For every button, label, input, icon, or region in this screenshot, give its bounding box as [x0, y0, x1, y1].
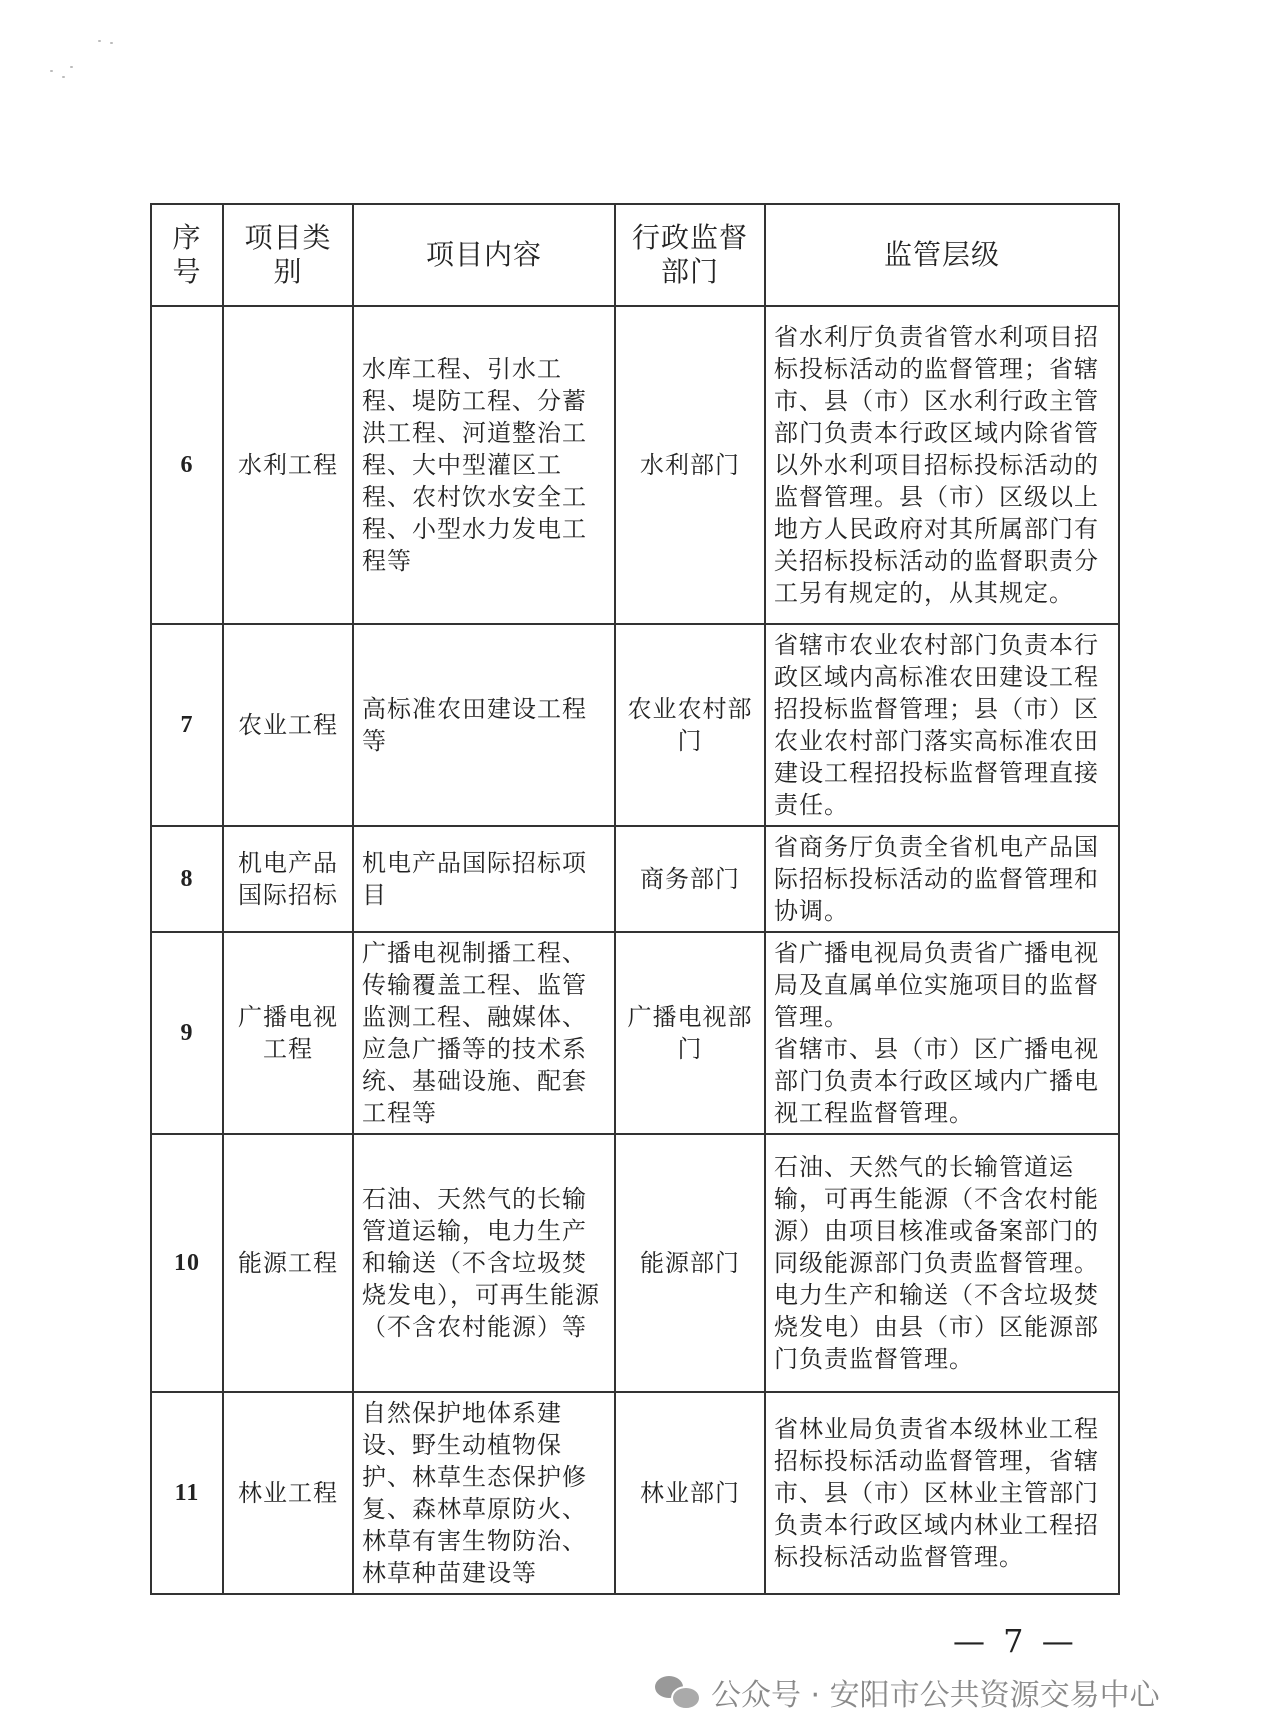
- row-seq: 9: [151, 932, 223, 1134]
- table-row: [151, 1392, 1119, 1594]
- wechat-footer: [655, 1670, 1160, 1714]
- wechat-icon: [655, 1674, 699, 1710]
- row-category: 广播电视工程: [223, 932, 353, 1134]
- row-content: 广播电视制播工程、传输覆盖工程、监管监测工程、融媒体、应急广播等的技术系统、基础设施、配套工程等: [353, 932, 615, 1134]
- row-category: 农业工程: [223, 624, 353, 826]
- table-row: [151, 826, 1119, 932]
- row-category: 林业工程: [223, 1392, 353, 1594]
- table-header-row: [151, 204, 1119, 306]
- header-dept: 行政监督部门: [615, 204, 765, 306]
- row-seq: 8: [151, 826, 223, 932]
- row-category: 能源工程: [223, 1134, 353, 1392]
- row-seq: 6: [151, 306, 223, 624]
- level-paragraph: 电力生产和输送（不含垃圾焚烧发电）由县（市）区能源部门负责监督管理。: [774, 1281, 1099, 1373]
- level-paragraph: 省广播电视局负责省广播电视局及直属单位实施项目的监督管理。: [774, 939, 1099, 1031]
- row-seq: 7: [151, 624, 223, 826]
- level-paragraph: 省辖市农业农村部门负责本行政区域内高标准农田建设工程招投标监督管理；县（市）区农业农村部门落实高标准农田建设工程招投标监督管理直接责任。: [774, 631, 1099, 819]
- row-content: 高标准农田建设工程等: [353, 624, 615, 826]
- row-level: [765, 1392, 1119, 1594]
- supervision-table: [150, 203, 1120, 1595]
- row-content: 机电产品国际招标项目: [353, 826, 615, 932]
- page-number: — 7 —: [953, 1622, 1078, 1660]
- row-level: [765, 826, 1119, 932]
- row-dept: 农业农村部门: [615, 624, 765, 826]
- row-content: 石油、天然气的长输管道运输，电力生产和输送（不含垃圾焚烧发电），可再生能源（不含农村能源）等: [353, 1134, 615, 1392]
- level-paragraph: 省辖市、县（市）区广播电视部门负责本行政区域内广播电视工程监督管理。: [774, 1035, 1099, 1127]
- row-category: 水利工程: [223, 306, 353, 624]
- row-dept: 水利部门: [615, 306, 765, 624]
- table-row: [151, 932, 1119, 1134]
- row-level: [765, 624, 1119, 826]
- header-content: 项目内容: [353, 204, 615, 306]
- row-content: 水库工程、引水工程、堤防工程、分蓄洪工程、河道整治工程、大中型灌区工程、农村饮水安全工程、小型水力发电工程等: [353, 306, 615, 624]
- row-level: [765, 1134, 1119, 1392]
- row-dept: 广播电视部门: [615, 932, 765, 1134]
- row-level: [765, 306, 1119, 624]
- row-seq: 10: [151, 1134, 223, 1392]
- level-paragraph: 省商务厅负责全省机电产品国际招标投标活动的监督管理和协调。: [774, 833, 1099, 925]
- header-category: 项目类别: [223, 204, 353, 306]
- level-paragraph: 省林业局负责省本级林业工程招标投标活动监督管理，省辖市、县（市）区林业主管部门负责本行政区域内林业工程招标投标活动监督管理。: [774, 1415, 1099, 1571]
- table-row: [151, 624, 1119, 826]
- header-seq: 序号: [151, 204, 223, 306]
- scan-specks: [40, 30, 160, 90]
- header-level: 监管层级: [765, 204, 1119, 306]
- level-paragraph: 石油、天然气的长输管道运输，可再生能源（不含农村能源）由项目核准或备案部门的同级能源部门负责监督管理。: [774, 1153, 1099, 1277]
- table-row: [151, 1134, 1119, 1392]
- row-dept: 林业部门: [615, 1392, 765, 1594]
- table-row: [151, 306, 1119, 624]
- row-content: 自然保护地体系建设、野生动植物保护、林草生态保护修复、森林草原防火、林草有害生物防治、林草种苗建设等: [353, 1392, 615, 1594]
- row-category: 机电产品国际招标: [223, 826, 353, 932]
- row-dept: 商务部门: [615, 826, 765, 932]
- row-seq: 11: [151, 1392, 223, 1594]
- level-paragraph: 省水利厅负责省管水利项目招标投标活动的监督管理；省辖市、县（市）区水利行政主管部门负责本行政区域内除省管以外水利项目招标投标活动的监督管理。县（市）区级以上地方人民政府对其所属部门有关招标投标活动的监督职责分工另有规定的，从其规定。: [774, 323, 1099, 607]
- row-dept: 能源部门: [615, 1134, 765, 1392]
- row-level: [765, 932, 1119, 1134]
- footer-text: 公众号 · 安阳市公共资源交易中心: [711, 1678, 1160, 1713]
